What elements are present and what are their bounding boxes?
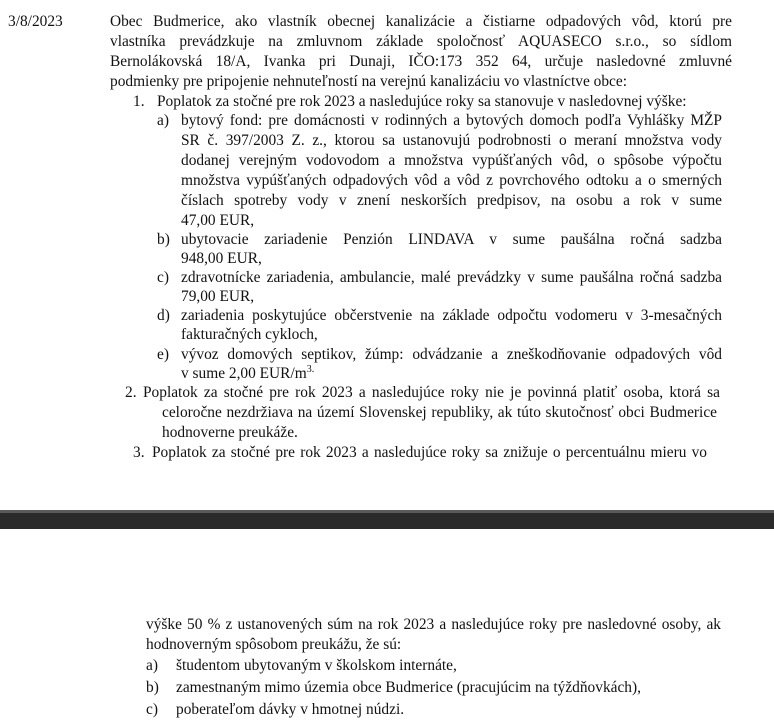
subitem-b-line-2: 948,00 EUR, (181, 250, 262, 267)
subitem-c-line-1: zdravotnícke zariadenia, ambulancie, malé prevádzky v sume paušálna ročná sadzba (181, 269, 722, 286)
item-2-line-3: hodnoverne preukáže. (162, 424, 298, 441)
item-1-number: 1. (133, 93, 145, 110)
reduction-a-text: študentom ubytovaným v školskom internáte, (176, 657, 457, 674)
item-3-text: Poplatok za stočné pre rok 2023 a nasledujúce roky sa znižuje o percentuálnu mieru vo (152, 444, 707, 461)
reduction-b-text: zamestnaným mimo územia obce Budmerice (pracujúcim na týždňovkách), (176, 679, 641, 696)
reduction-c-text: poberateľom dávky v hmotnej núdzi. (176, 701, 405, 718)
page2-line-2: hodnoverným spôsobom preukážu, že sú: (146, 636, 402, 653)
subitem-e-line-1: vývoz domových septikov, žúmp: odvádzanie a zneškodňovanie odpadových vôd (181, 346, 722, 363)
subitem-d-marker: d) (157, 307, 170, 324)
subitem-a-line-3: dodanej verejným vodovodom a množstva vypúšťaných vôd, o spôsobe výpočtu (181, 152, 722, 169)
subitem-d-line-1: zariadenia poskytujúce občerstvenie na základe odpočtu vodomeru v 3-mesačných (181, 307, 722, 324)
item-1-text: Poplatok za stočné pre rok 2023 a nasledujúce roky sa stanovuje v nasledovnej výške: (157, 93, 687, 110)
subitem-a-line-4: množstva vypúšťaných odpadových vôd a vôd z povrchového odtoku a o smerných (181, 172, 722, 189)
subitem-a-line-2: SR č. 397/2003 Z. z., ktorou sa ustanovujú podrobnosti o meraní množstva vody (181, 132, 722, 149)
subitem-a-line-5: číslach spotreby vody v znení neskorších predpisov, na osobu a rok v sume (181, 192, 722, 209)
subitem-c-line-2: 79,00 EUR, (181, 288, 255, 305)
intro-line-3: Bernolákovská 18/A, Ivanka pri Dunaji, IČO:173 352 64, určuje nasledovné zmluvné (110, 53, 732, 70)
subitem-e-line-2 (181, 364, 314, 384)
item-3-number: 3. (133, 444, 145, 461)
subitem-b-line-1: ubytovacie zariadenie Penzión LINDAVA v sume paušálna ročná sadzba (181, 231, 722, 248)
subitem-a-line-1: bytový fond: pre domácnosti v rodinných a bytových domoch podľa Vyhlášky MŽP (181, 112, 722, 129)
entry-date: 3/8/2023 (8, 13, 63, 30)
item-2-line-2: celoročne nezdržiava na území Slovenskej republiky, ak túto skutočnosť obci Budmerice (162, 404, 717, 421)
intro-line-1: Obec Budmerice, ako vlastník obecnej kanalizácie a čistiarne odpadových vôd, ktorú pre (110, 13, 732, 30)
reduction-a-marker: a) (146, 657, 158, 674)
cubic-superscript: 3. (306, 363, 315, 375)
item-2-number: 2. (125, 384, 137, 401)
intro-line-2: vlastníka prevádzkuje na zmluvnom základe spoločnosť AQUASECO s.r.o., so sídlom (110, 33, 732, 50)
reduction-b-marker: b) (146, 679, 159, 696)
subitem-c-marker: c) (157, 269, 169, 286)
item-2-line-1: Poplatok za stočné pre rok 2023 a nasledujúce roky nie je povinná platiť osoba, ktorá sa (143, 384, 720, 401)
subitem-e-marker: e) (157, 346, 169, 363)
subitem-a-line-6: 47,00 EUR, (181, 212, 255, 229)
subitem-e-line-2-text: v sume 2,00 EUR/m (181, 365, 307, 382)
subitem-a-marker: a) (157, 112, 169, 129)
intro-line-4: podmienky pre pripojenie nehnuteľností na verejnú kanalizáciu vo vlastníctve obce: (110, 73, 627, 90)
subitem-b-marker: b) (157, 231, 170, 248)
page-separator (0, 513, 774, 529)
subitem-d-line-2: fakturačných cykloch, (181, 326, 318, 343)
page2-line-1: výške 50 % z ustanovených súm na rok 2023 a nasledujúce roky pre nasledovné osoby, ak (146, 616, 721, 633)
reduction-c-marker: c) (146, 701, 158, 718)
